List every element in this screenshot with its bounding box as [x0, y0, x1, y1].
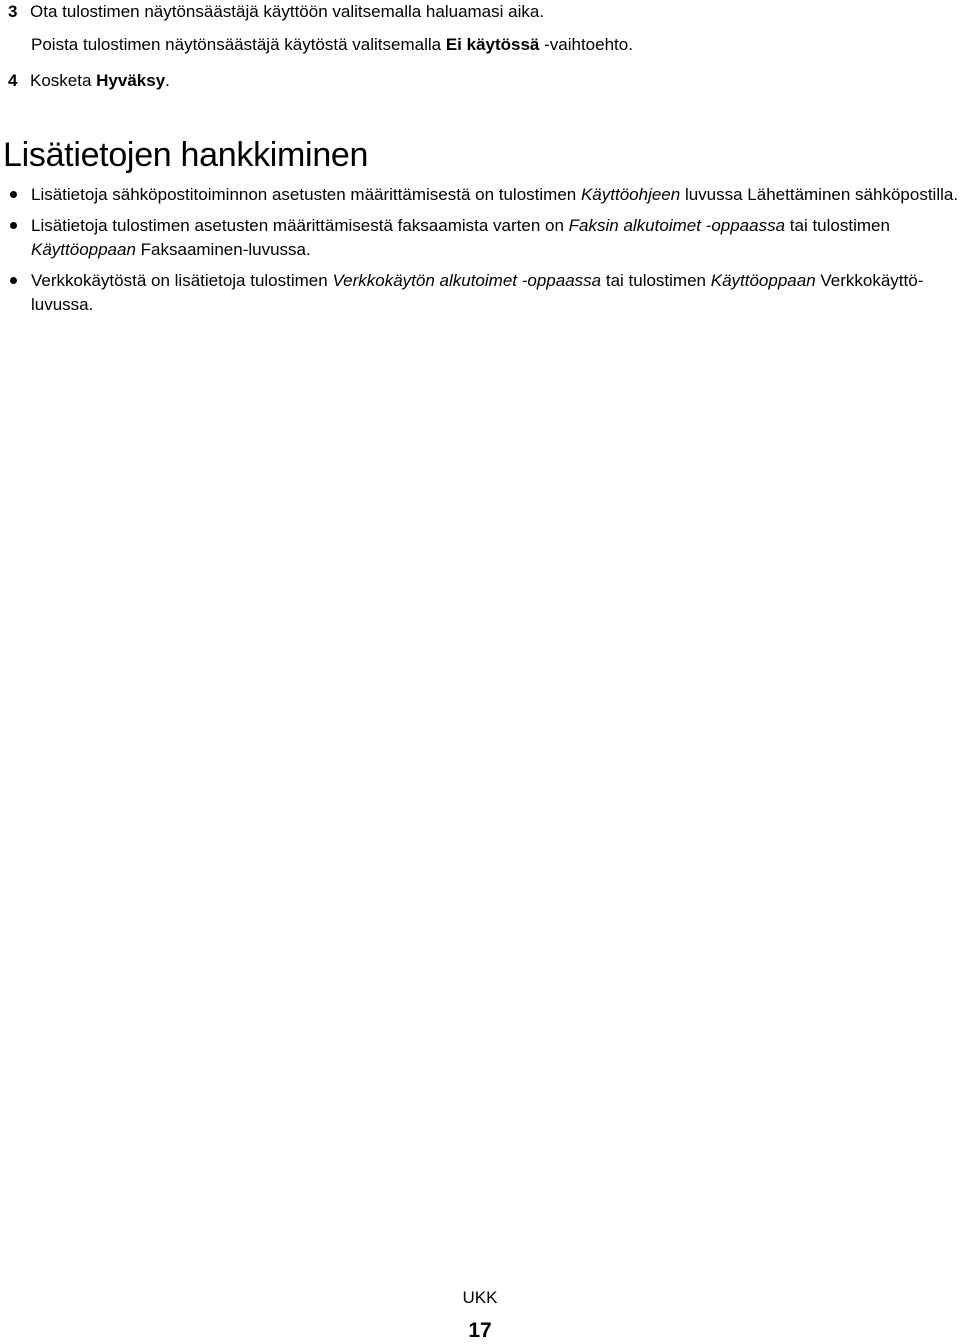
- document-title: Käyttöohjeen: [580, 185, 681, 204]
- list-item: [0, 183, 960, 207]
- bullet-icon: [10, 277, 17, 284]
- item-text: Verkkokäytöstä on lisätietoja tulostimen: [31, 271, 333, 290]
- bullet-icon: [10, 222, 17, 229]
- step-text: -vaihtoehto.: [539, 35, 633, 54]
- option-name: Ei käytössä: [445, 35, 540, 54]
- section-heading: Lisätietojen hankkiminen: [3, 136, 369, 174]
- item-text: tai tulostimen: [601, 271, 711, 290]
- step-4: [8, 69, 170, 93]
- step-text: Poista tulostimen näytönsäästäjä käytöstä valitsemalla: [31, 35, 446, 54]
- footer-label: UKK: [462, 1288, 498, 1307]
- step-text: Kosketa: [30, 71, 97, 90]
- item-text: tai tulostimen: [785, 216, 890, 235]
- item-text: Verkkokäyttö-luvussa.: [31, 271, 924, 314]
- step-number: 3: [8, 2, 18, 21]
- document-title: Käyttöoppaan: [31, 240, 136, 259]
- document-title: Verkkokäytön alkutoimet -oppaassa: [332, 271, 602, 290]
- list-item: [0, 214, 960, 262]
- page-number: 17: [468, 1319, 492, 1342]
- step-3-continuation: [31, 33, 633, 57]
- info-list: [0, 183, 960, 324]
- step-text: .: [165, 71, 170, 90]
- item-text: Faksaaminen-luvussa.: [135, 240, 311, 259]
- item-text: luvussa Lähettäminen sähköpostilla.: [680, 185, 959, 204]
- bullet-icon: [10, 191, 17, 198]
- document-title: Faksin alkutoimet -oppaassa: [568, 216, 786, 235]
- document-title: Käyttöoppaan: [710, 271, 816, 290]
- button-name: Hyväksy: [96, 71, 166, 90]
- step-3: [8, 0, 544, 24]
- item-text: Lisätietoja tulostimen asetusten määrittämisestä faksaamista varten on: [31, 216, 569, 235]
- step-number: 4: [8, 71, 18, 90]
- list-item: [0, 269, 960, 317]
- step-text: Ota tulostimen näytönsäästäjä käyttöön valitsemalla haluamasi aika.: [30, 2, 545, 21]
- item-text: Lisätietoja sähköpostitoiminnon asetusten määrittämisestä on tulostimen: [31, 185, 581, 204]
